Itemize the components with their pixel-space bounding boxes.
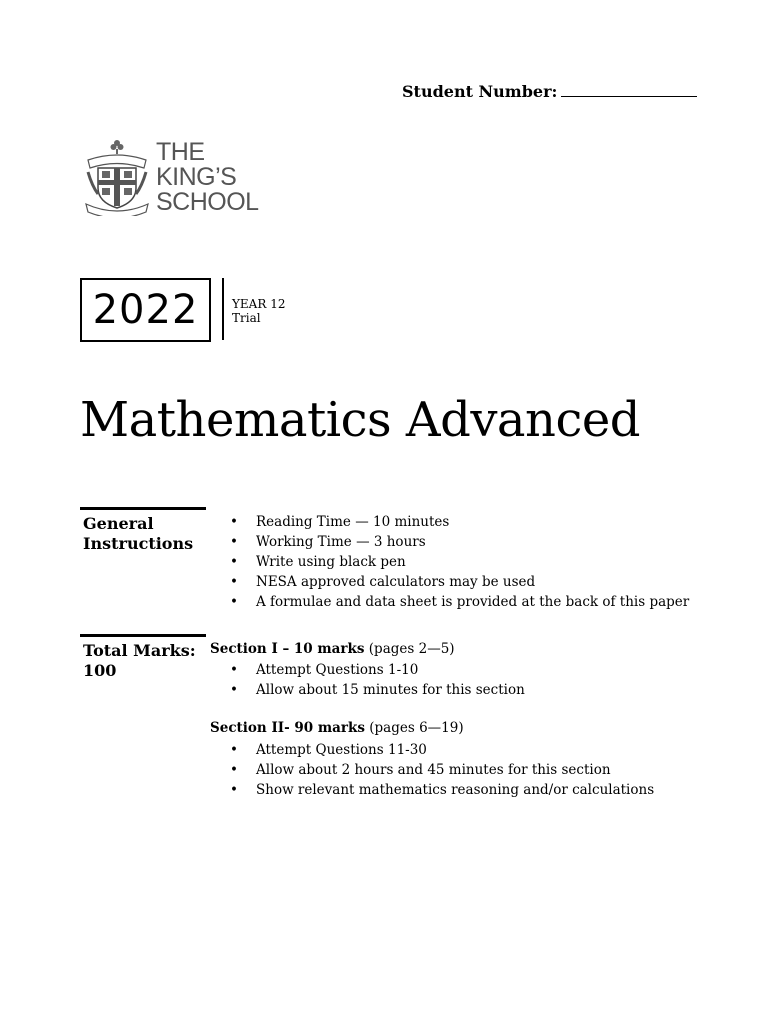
list-item-text: Show relevant mathematics reasoning and/or calculations [256,782,655,798]
bullet-icon: • [230,534,238,550]
school-logo [84,138,284,218]
list-item [230,660,525,680]
bullet-icon: • [230,514,238,530]
list-item [230,680,525,700]
wordmark-line-1: THE [156,138,205,166]
label-line: 100 [83,661,117,680]
section-2-list [230,740,654,800]
wordmark-line-2: KING’S [156,163,237,191]
list-item-text: Attempt Questions 1-10 [256,662,419,678]
list-item [230,512,689,532]
section-1-title: Section I – 10 marks [210,641,365,657]
total-marks-label [83,641,196,681]
label-line: Instructions [83,534,194,553]
section-2-heading [210,718,464,738]
list-item [230,572,689,592]
bullet-icon: • [230,762,238,778]
year-level: YEAR 12 [232,297,286,311]
bullet-icon: • [230,574,238,590]
year-divider [222,278,224,340]
list-item-text: Write using black pen [256,554,406,570]
bullet-icon: • [230,682,238,698]
list-item [230,780,654,800]
list-item [230,532,689,552]
list-item-text: Working Time — 3 hours [256,534,426,550]
label-line: General [83,514,154,533]
total-marks-rule [80,634,206,637]
instructions-rule [80,507,206,510]
section-2-title: Section II- 90 marks [210,720,365,736]
exam-type: Trial [232,311,261,325]
wordmark-line-3: SCHOOL [156,188,259,216]
section-1-heading [210,639,455,659]
section-1-pages: (pages 2—5) [364,641,455,657]
label-line: Total Marks: [83,641,196,660]
list-item-text: Allow about 15 minutes for this section [256,682,525,698]
general-instructions-list [230,512,689,612]
bullet-icon: • [230,782,238,798]
section-1-list [230,660,525,700]
list-item [230,592,689,612]
student-number-field [402,82,697,101]
bullet-icon: • [230,742,238,758]
list-item-text: Attempt Questions 11-30 [256,742,427,758]
section-2-pages: (pages 6—19) [364,720,464,736]
general-instructions-label [83,514,193,554]
list-item-text: NESA approved calculators may be used [256,574,536,590]
list-item-text: Reading Time — 10 minutes [256,514,450,530]
bullet-icon: • [230,662,238,678]
bullet-icon: • [230,594,238,610]
page-title: Mathematics Advanced [80,392,640,448]
list-item-text: Allow about 2 hours and 45 minutes for this section [256,762,611,778]
bullet-icon: • [230,554,238,570]
list-item [230,740,654,760]
exam-year-box: 2022 [80,278,211,342]
school-crest-icon [84,138,150,216]
school-wordmark [156,140,259,215]
student-number-blank[interactable] [561,82,697,97]
list-item [230,552,689,572]
student-number-label: Student Number: [402,82,558,101]
list-item-text: A formulae and data sheet is provided at the back of this paper [256,594,690,610]
list-item [230,760,654,780]
